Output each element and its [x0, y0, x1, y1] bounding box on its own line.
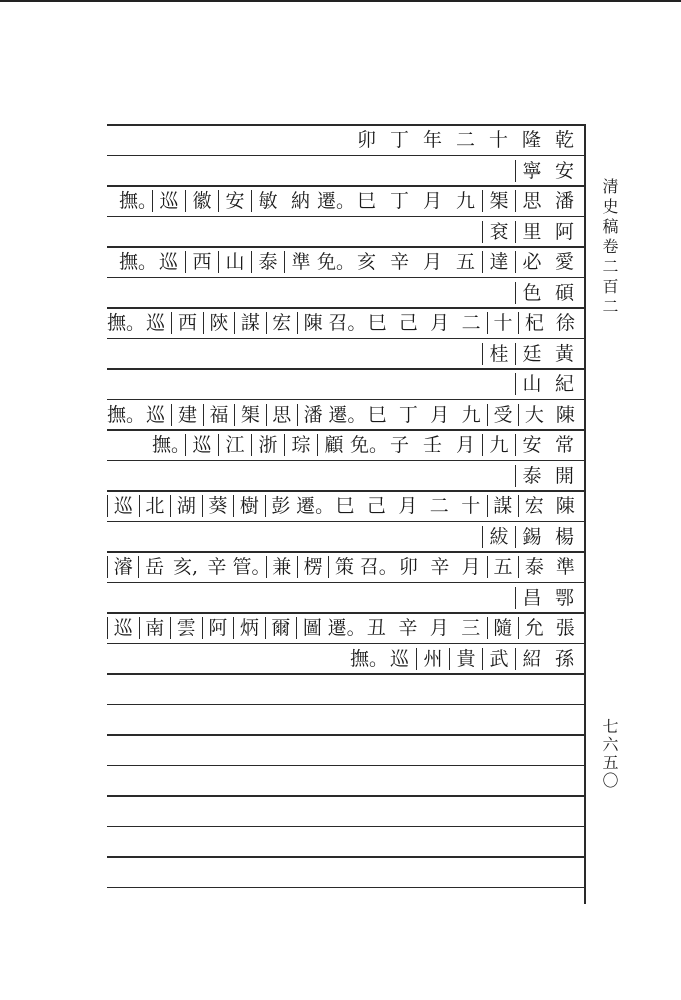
table-cell: 炳 [233, 617, 265, 639]
table-row [107, 613, 585, 643]
table-cell: 楊 [554, 525, 574, 548]
page-number: 七六五〇 [600, 718, 619, 790]
table-row [107, 278, 585, 308]
table-cell: 顧 [317, 434, 350, 456]
table-cell: 巡 [158, 251, 178, 273]
table-cell: 徽 [185, 190, 218, 212]
table-cell: 巡 [152, 190, 185, 212]
table-cell: 州 [416, 648, 449, 670]
table-cell: 己 [398, 312, 418, 334]
table-cell: 必 [515, 251, 548, 273]
table-rule-line [107, 887, 585, 889]
table-row [107, 308, 585, 338]
table-cell: 阿 [202, 617, 234, 639]
table-cell: 西 [171, 312, 202, 334]
table-row [107, 583, 585, 613]
table-cell: 愛 [554, 251, 574, 273]
table-cell: 管。 [232, 556, 271, 578]
table-cell: 巳 [335, 495, 355, 517]
table-cell: 謀 [487, 495, 519, 517]
table-cell: 卯 [356, 129, 376, 151]
table-cell: 泰 [518, 556, 549, 578]
table-rule-line [107, 704, 585, 706]
table-row [107, 491, 585, 521]
table-cell: 紹 [515, 648, 548, 670]
table-cell: 策 [328, 556, 359, 578]
table-cell: 北 [139, 495, 171, 517]
table-cell: 開 [554, 464, 574, 487]
table-cell: 允 [518, 617, 550, 639]
table-cell: 宏 [266, 312, 297, 334]
table-cell: 西 [185, 251, 218, 273]
table-cell: 辛 [430, 556, 450, 578]
table-cell: 五 [455, 251, 475, 273]
table-cell: 三 [461, 617, 481, 639]
table-row [107, 156, 585, 186]
table-cell: 丁 [398, 403, 418, 426]
table-cell: 袞 [482, 221, 515, 243]
table-cell: 年 [422, 129, 442, 151]
table-row [107, 217, 585, 247]
table-cell: 陳 [297, 312, 328, 334]
table-cell: 江 [218, 434, 251, 456]
table-cell: 紀 [554, 373, 574, 395]
table-rule-line [107, 765, 585, 767]
table-cell: 桂 [482, 343, 515, 365]
table-cell: 巡 [146, 312, 166, 334]
table-cell: 思 [515, 190, 548, 212]
table-cell: 葵 [202, 495, 234, 517]
table-rule-line [107, 856, 585, 858]
table-cell: 月 [429, 617, 449, 639]
table-cell: 安 [218, 190, 251, 212]
table-cell: 卯 [398, 556, 418, 578]
table-cell: 兼 [266, 556, 297, 578]
table-cell: 浙 [251, 434, 284, 456]
table-cell: 丁 [389, 190, 409, 212]
table-cell: 亥, [172, 556, 199, 578]
table-cell: 圖 [296, 617, 328, 639]
table-cell: 月 [430, 403, 450, 426]
table-cell: 濬 [107, 556, 138, 578]
table-cell: 月 [461, 556, 481, 578]
table-cell: 遷。 [328, 403, 367, 426]
table-cell: 鄂 [554, 586, 574, 609]
table-cell: 山 [515, 373, 548, 395]
table-cell: 巳 [367, 403, 387, 426]
table-cell: 里 [515, 221, 548, 243]
table-cell: 宏 [518, 495, 550, 517]
table-cell: 十 [487, 312, 518, 334]
table-cell: 寧 [515, 160, 548, 182]
table-row [107, 400, 585, 430]
table-cell: 月 [430, 312, 450, 334]
table-cell: 巡 [107, 617, 139, 639]
table-cell: 乾 [554, 129, 574, 151]
table-cell: 撫。 [119, 190, 158, 212]
table-row [107, 644, 585, 674]
table-cell: 九 [461, 403, 481, 426]
table-cell: 思 [266, 404, 297, 426]
table-cell: 貴 [449, 648, 482, 670]
table-cell: 謀 [234, 312, 265, 334]
table-cell: 湖 [170, 495, 202, 517]
table-cell: 敏 [251, 190, 284, 212]
table-cell: 受 [487, 404, 518, 426]
table-cell: 陝 [203, 312, 234, 334]
table-cell: 召。 [359, 556, 398, 578]
table-cell: 岳 [138, 556, 169, 578]
table-cell: 子 [389, 434, 409, 456]
table-rule-line [107, 826, 585, 828]
table-cell: 辛 [207, 556, 227, 578]
table-cell: 撫。 [152, 434, 191, 456]
table-cell: 月 [398, 495, 418, 517]
table-cell: 辛 [398, 617, 418, 639]
table-cell: 榘 [482, 190, 515, 212]
table-cell: 雲 [170, 617, 202, 639]
table-cell: 達 [482, 251, 515, 273]
table-cell: 潘 [297, 404, 328, 426]
table-cell: 撫。 [119, 251, 158, 273]
table-cell: 五 [487, 556, 518, 578]
table-cell: 徐 [555, 312, 575, 334]
table-cell: 月 [422, 190, 442, 212]
table-cell: 南 [139, 617, 171, 639]
table-cell: 安 [515, 434, 548, 456]
table-cell: 榘 [234, 404, 265, 426]
table-cell: 杞 [518, 312, 549, 334]
table-cell: 免。 [317, 251, 356, 273]
table-cell: 巡 [185, 434, 218, 456]
table-cell: 十 [461, 495, 481, 517]
table-cell: 碩 [554, 281, 574, 304]
table-cell: 月 [455, 434, 475, 456]
table-cell: 色 [515, 282, 548, 304]
table-row [107, 247, 585, 277]
table-cell: 巡 [107, 495, 139, 517]
table-row [107, 522, 585, 552]
table-cell: 武 [482, 648, 515, 670]
table-rule-line [107, 795, 585, 797]
table-cell: 張 [555, 617, 575, 639]
table-cell: 免。 [350, 434, 389, 456]
table-cell: 辛 [389, 251, 409, 273]
table-cell: 樹 [233, 495, 265, 517]
table-cell: 召。 [328, 312, 367, 334]
table-cell: 楞 [297, 556, 328, 578]
table-cell: 琮 [284, 434, 317, 456]
table-row [107, 339, 585, 369]
table-cell: 陳 [555, 403, 575, 426]
table-cell: 潘 [554, 190, 574, 212]
table-cell: 錫 [515, 526, 548, 548]
table-row [107, 461, 585, 491]
table-cell: 準 [284, 251, 317, 273]
table-cell: 撫。 [107, 312, 146, 334]
table-cell: 隆 [521, 129, 541, 151]
table-cell: 常 [554, 434, 574, 456]
table-cell: 九 [455, 190, 475, 212]
table-cell: 二 [461, 312, 481, 334]
table-cell: 撫。 [350, 647, 389, 670]
table-row [107, 552, 585, 582]
table-cell: 遷。 [296, 495, 335, 517]
table-cell: 陳 [555, 495, 575, 517]
table-cell: 準 [555, 556, 575, 578]
table-cell: 月 [422, 251, 442, 273]
table-cell: 九 [482, 434, 515, 456]
table-cell: 巡 [146, 403, 166, 426]
table-cell: 巡 [389, 647, 409, 670]
table-cell: 泰 [515, 465, 548, 487]
table-cell: 納 [290, 190, 310, 212]
table-cell: 亥 [356, 251, 376, 273]
table-cell: 昌 [515, 587, 548, 609]
running-title: 清史稿卷二百二 [600, 178, 619, 318]
table-cell: 隨 [487, 617, 519, 639]
table-cell: 孫 [554, 647, 574, 670]
table-cell: 黃 [554, 342, 574, 365]
table-cell: 紱 [482, 526, 515, 548]
table-row [107, 369, 585, 399]
table-cell: 廷 [515, 343, 548, 365]
table-rule-line [107, 734, 585, 736]
page-top-edge [0, 0, 681, 2]
table-cell: 山 [218, 251, 251, 273]
table-row [107, 125, 585, 155]
table-cell: 巳 [356, 190, 376, 212]
table-cell: 建 [171, 404, 202, 426]
table-cell: 泰 [251, 251, 284, 273]
table-cell: 安 [554, 159, 574, 182]
table-cell: 福 [203, 404, 234, 426]
table-cell: 阿 [554, 220, 574, 243]
table-cell: 丁 [389, 129, 409, 151]
table-cell: 二 [429, 495, 449, 517]
table-cell: 十 [488, 129, 508, 151]
table-cell: 爾 [265, 617, 297, 639]
table-cell: 遷。 [317, 190, 356, 212]
table-cell: 遷。 [327, 617, 366, 639]
table-cell: 己 [366, 495, 386, 517]
table-row [107, 186, 585, 216]
table-cell: 巳 [367, 312, 387, 334]
table-cell: 丑 [366, 617, 386, 639]
table-cell: 二 [455, 129, 475, 151]
table-cell: 撫。 [107, 403, 146, 426]
table-cell: 大 [518, 404, 549, 426]
table-cell: 彭 [265, 495, 297, 517]
table-cell: 壬 [422, 434, 442, 456]
table-row [107, 430, 585, 460]
